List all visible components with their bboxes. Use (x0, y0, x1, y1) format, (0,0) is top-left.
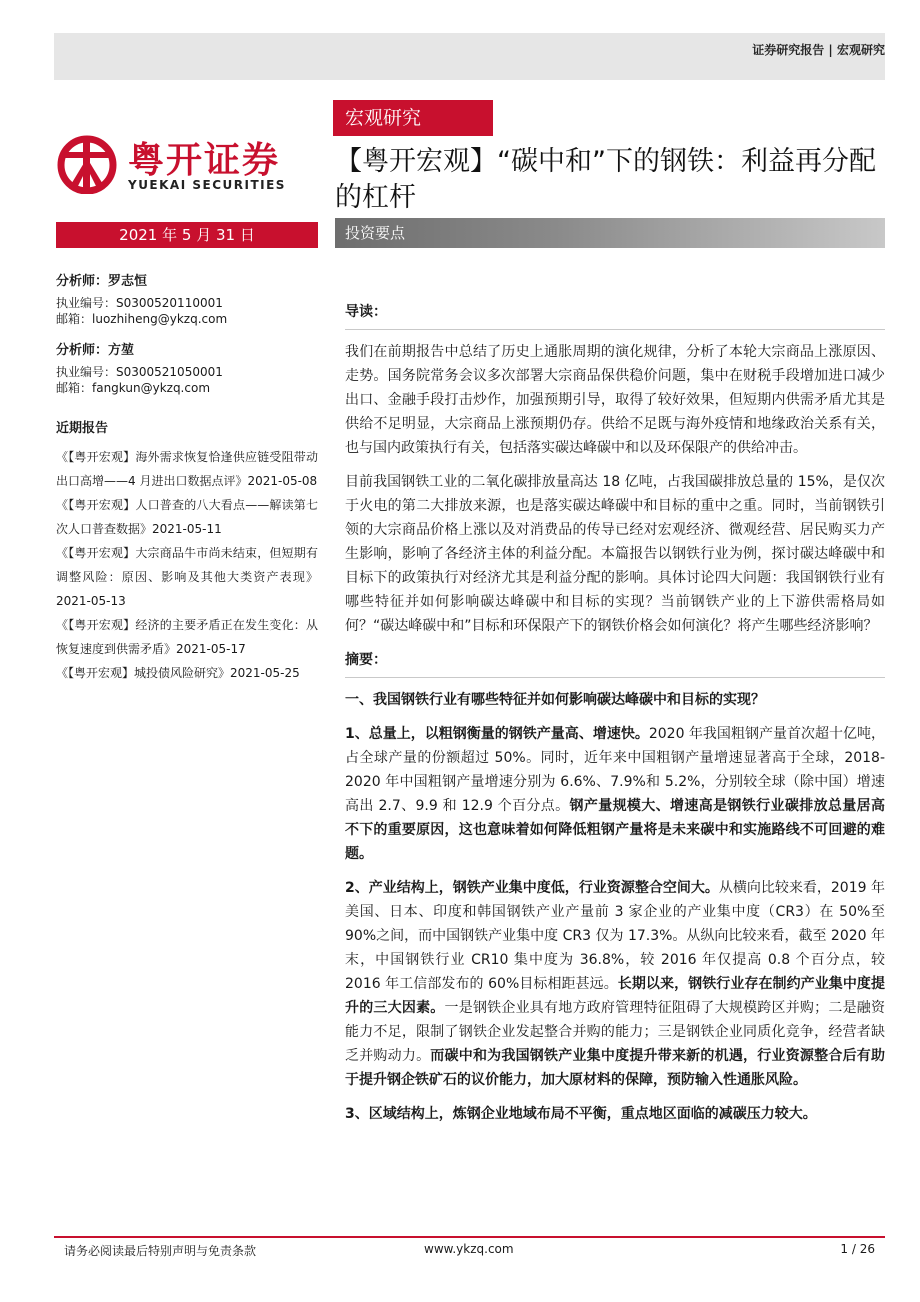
recent-report-link[interactable]: 《【粤开宏观】人口普查的八大看点——解读第七次人口普查数据》2021-05-11 (56, 498, 318, 536)
report-date: 2021 年 5 月 31 日 (56, 222, 318, 248)
recent-report-link[interactable]: 《【粤开宏观】海外需求恢复恰逢供应链受阻带动出口高增——4 月进出口数据点评》2021-05-08 (56, 450, 318, 488)
analyst-card (56, 343, 318, 396)
summary-paragraph (345, 876, 885, 1092)
analyst-email: 邮箱：fangkun@ykzq.com (56, 381, 211, 395)
report-title: 【粤开宏观】“碳中和”下的钢铁：利益再分配的杠杆 (335, 146, 876, 213)
analyst-license: 执业编号：S0300520110001 (56, 296, 223, 310)
main-content (345, 300, 885, 1136)
summary-paragraph (345, 722, 885, 866)
sidebar (56, 274, 318, 685)
invest-points-bar: 投资要点 (335, 218, 885, 248)
paragraph-lead: 3、区域结构上，炼钢企业地域布局不平衡，重点地区面临的减碳压力较大。 (345, 1106, 817, 1122)
paragraph-text: 2020 年我国粗钢产量首次超十亿吨，占全球产量的份额超过 50%。同时，近年来中国粗钢产量增速显著高于全球，2018-2020 年中国粗钢产量增速分别为 6.6%、7.9%和 5.2%，分别较全球（除中国）增速高出 2.7、9.9 和 12.9 个百分点。 (345, 726, 885, 814)
paragraph-lead: 2、产业结构上，钢铁产业集中度低，行业资源整合空间大。 (345, 880, 719, 896)
lead-paragraph: 我们在前期报告中总结了历史上通胀周期的演化规律，分析了本轮大宗商品上涨原因、走势。国务院常务会议多次部署大宗商品保供稳价问题，集中在财税手段增加进口减少出口、金融手段打击炒作，加强预期引导，取得了较好效果，但短期内供需矛盾尤其是供给不足明显，大宗商品上涨预期仍存。供给不足既与海外疫情和地缘政治关系有关，也与国内政策执行有关，包括落实碳达峰碳中和以及环保限产的供给冲击。 (345, 344, 885, 456)
summary-paragraph (345, 1102, 885, 1126)
summary-heading: 摘要： (345, 648, 885, 678)
question-heading: 一、我国钢铁行业有哪些特征并如何影响碳达峰碳中和目标的实现？ (345, 692, 765, 708)
recent-reports-title: 近期报告 (56, 421, 109, 436)
analyst-card (56, 274, 318, 327)
paragraph-text: 从横向比较来看，2019 年美国、日本、印度和韩国钢铁产业产量前 3 家企业的产业集中度（CR3）在 50%至 90%之间，而中国钢铁产业集中度 CR3 仅为 17.3%。从纵向比较来看，截至 2020 年末，中国钢铁行业 CR10 集中度为 36.8%，较 2016 年仅提高 0.8 个百分点，较 2016 年工信部发布的 60%目标相距甚远。 (345, 880, 885, 992)
paragraph-lead: 1、总量上，以粗钢衡量的钢铁产量高、增速快。 (345, 726, 649, 742)
lead-heading: 导读： (345, 300, 885, 330)
lead-paragraph: 目前我国钢铁工业的二氧化碳排放量高达 18 亿吨，占我国碳排放总量的 15%，是仅次于火电的第二大排放来源，也是落实碳达峰碳中和目标的重中之重。同时，当前钢铁引领的大宗商品价格上涨以及对消费品的传导已经对宏观经济、微观经营、居民购买力产生影响，影响了各经济主体的利益分配。本篇报告以钢铁行业为例，探讨碳达峰碳中和目标下的政策执行对经济尤其是利益分配的影响。具体讨论四大问题：我国钢铁行业有哪些特征并如何影响碳达峰碳中和目标的实现？当前钢铁产业的上下游供需格局如何？“碳达峰碳中和”目标和环保限产下的钢铁价格会如何演化？将产生哪些经济影响？ (345, 474, 885, 634)
website-link[interactable]: www.ykzq.com (424, 1242, 514, 1256)
yuekai-logo-icon (56, 132, 118, 194)
paragraph-text: 一是钢铁企业具有地方政府管理特征阻碍了大规模跨区并购；二是融资能力不足，限制了钢铁企业发起整合并购的能力；三是钢铁企业同质化竞争，经营者缺乏并购动力。 (345, 1000, 886, 1064)
header-tag: 证券研究报告 | 宏观研究 (752, 43, 885, 57)
brand-name-cn: 粤开证券 (128, 140, 281, 181)
analyst-name: 分析师：罗志恒 (56, 274, 148, 289)
analyst-name: 分析师：方堃 (56, 343, 135, 358)
section-tag: 宏观研究 (333, 100, 493, 136)
company-logo (56, 132, 316, 198)
recent-report-link[interactable]: 《【粤开宏观】大宗商品牛市尚未结束，但短期有调整风险：原因、影响及其他大类资产表现》2021-05-13 (56, 546, 318, 608)
paragraph-emphasis: 长期以来，钢铁行业存在制约产业集中度提升的三大因素。 (345, 976, 886, 1016)
disclaimer-note: 请务必阅读最后特别声明与免责条款 (64, 1244, 257, 1258)
page-number: 1 / 26 (840, 1242, 875, 1256)
header-bar (54, 33, 885, 80)
recent-report-link[interactable]: 《【粤开宏观】经济的主要矛盾正在发生变化：从恢复速度到供需矛盾》2021-05-17 (56, 618, 318, 656)
analyst-email: 邮箱：luozhiheng@ykzq.com (56, 312, 228, 326)
paragraph-emphasis: 而碳中和为我国钢铁产业集中度提升带来新的机遇，行业资源整合后有助于提升钢企铁矿石的议价能力，加大原材料的保障，预防输入性通胀风险。 (345, 1048, 885, 1088)
paragraph-emphasis: 钢产量规模大、增速高是钢铁行业碳排放总量居高不下的重要原因，这也意味着如何降低粗钢产量将是未来碳中和实施路线不可回避的难题。 (345, 798, 885, 862)
analyst-license: 执业编号：S0300521050001 (56, 365, 223, 379)
recent-report-link[interactable]: 《【粤开宏观】城投债风险研究》2021-05-25 (56, 666, 300, 680)
brand-name-en: YUEKAI SECURITIES (128, 178, 286, 192)
footer (54, 1236, 885, 1258)
